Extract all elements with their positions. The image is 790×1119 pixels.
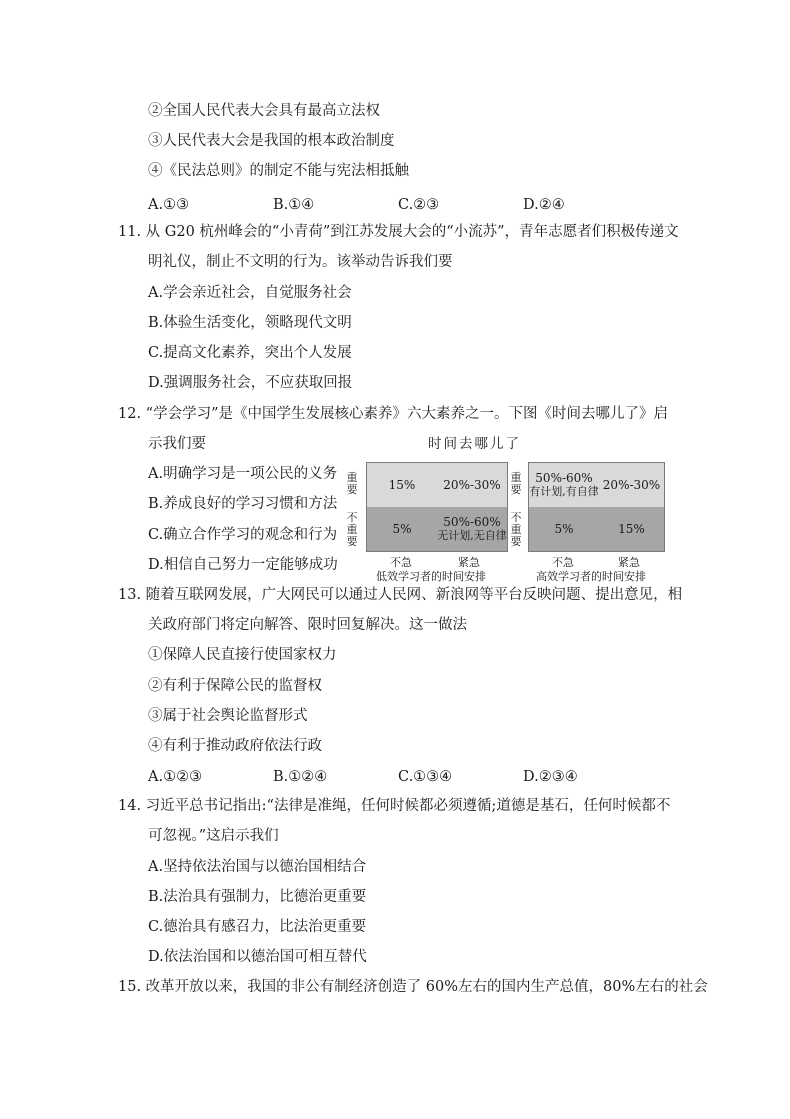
chart-left-caption: 低效学习者的时间安排	[376, 570, 486, 583]
chart-left-ylabel-not-important: 不重要	[346, 511, 358, 548]
chart-left-note-4: 无计划,无自律	[437, 529, 507, 542]
q11-option-c[interactable]: C.提高文化素养，突出个人发展	[148, 345, 352, 361]
chart-right-xlabel-urgent: 紧急	[618, 556, 640, 569]
chart-panel-low-efficiency	[346, 460, 507, 585]
q10-option-c[interactable]: C.②③	[398, 197, 440, 213]
chart-left-xlabel-urgent: 紧急	[458, 556, 480, 569]
q13-option-b[interactable]: B.①②④	[273, 769, 328, 785]
chart-right-value-3: 5%	[554, 522, 574, 536]
chart-left-cell-not-important-not-urgent	[366, 507, 438, 552]
chart-left-ylabel-important: 重要	[346, 471, 358, 496]
chart-right-cell-important-urgent	[599, 462, 665, 508]
chart-panel-high-efficiency	[508, 460, 661, 585]
q10-item-4: ④《民法总则》的制定不能与宪法相抵触	[148, 163, 409, 179]
chart-left-cell-important-not-urgent	[366, 462, 438, 508]
chart-right-xlabel-not-urgent: 不急	[552, 556, 574, 569]
chart-right-ylabel-important: 重要	[510, 471, 522, 496]
q15-stem-line-1: 15. 改革开放以来，我国的非公有制经济创造了 60%左右的国内生产总值，80%左右的社会	[118, 979, 708, 995]
chart-title: 时间去哪儿了	[428, 436, 521, 452]
chart-right-note-1: 有计划,有自律	[529, 485, 599, 498]
q11-option-b[interactable]: B.体验生活变化，领略现代文明	[148, 315, 352, 331]
q12-option-d[interactable]: D.相信自己努力一定能够成功	[148, 557, 338, 573]
q12-stem-line-1: 12. “学会学习”是《中国学生发展核心素养》六大素养之一。下图《时间去哪儿了》启	[118, 406, 668, 422]
q11-option-a[interactable]: A.学会亲近社会，自觉服务社会	[148, 285, 352, 301]
chart-right-caption: 高效学习者的时间安排	[536, 570, 646, 583]
q13-item-4: ④有利于推动政府依法行政	[148, 738, 322, 754]
q13-stem-line-2: 关政府部门将定向解答、限时回复解决。这一做法	[148, 617, 467, 633]
q13-option-c[interactable]: C.①③④	[398, 769, 453, 785]
chart-left-cell-important-urgent	[437, 462, 508, 508]
chart-left-value-4: 50%-60%	[443, 515, 501, 529]
q13-item-1: ①保障人民直接行使国家权力	[148, 647, 337, 663]
q10-option-b[interactable]: B.①④	[273, 197, 315, 213]
q11-stem-line-1: 11. 从 G20 杭州峰会的“小青荷”到江苏发展大会的“小流苏”，青年志愿者们积极传递文	[118, 224, 679, 240]
chart-right-value-4: 15%	[618, 522, 645, 536]
q13-stem-line-1: 13. 随着互联网发展，广大网民可以通过人民网、新浪网等平台反映问题、提出意见，相	[118, 587, 683, 603]
chart-right-ylabel-not-important: 不重要	[510, 511, 522, 548]
chart-right-cell-not-important-urgent	[599, 507, 665, 552]
q14-stem-line-2: 可忽视。”这启示我们	[148, 828, 279, 844]
q10-option-a[interactable]: A.①③	[148, 197, 190, 213]
q13-option-d[interactable]: D.②③④	[523, 769, 578, 785]
q12-option-c[interactable]: C.确立合作学习的观念和行为	[148, 527, 338, 543]
chart-left-cell-not-important-urgent	[437, 507, 508, 552]
chart-left-value-2: 20%-30%	[443, 478, 501, 492]
q13-options	[148, 767, 668, 787]
q11-stem-line-2: 明礼仪，制止不文明的行为。该举动告诉我们要	[148, 254, 453, 270]
chart-left-value-1: 15%	[388, 478, 416, 492]
q10-options	[148, 195, 668, 215]
q13-option-a[interactable]: A.①②③	[148, 769, 203, 785]
chart-right-value-2: 20%-30%	[602, 478, 661, 492]
q14-option-d[interactable]: D.依法治国和以德治国可相互替代	[148, 949, 367, 965]
q14-option-a[interactable]: A.坚持依法治国与以德治国相结合	[148, 859, 367, 875]
q11-option-d[interactable]: D.强调服务社会，不应获取回报	[148, 375, 353, 391]
q10-item-3: ③人民代表大会是我国的根本政治制度	[148, 133, 395, 149]
q14-stem-line-1: 14. 习近平总书记指出:“法律是准绳，任何时候都必须遵循;道德是基石，任何时候都不	[118, 798, 671, 814]
q13-item-2: ②有利于保障公民的监督权	[148, 678, 322, 694]
q10-option-d[interactable]: D.②④	[523, 197, 565, 213]
chart-right-cell-not-important-not-urgent	[528, 507, 600, 552]
q10-item-2: ②全国人民代表大会具有最高立法权	[148, 103, 380, 119]
q14-option-c[interactable]: C.德治具有感召力，比法治更重要	[148, 919, 367, 935]
q12-option-a[interactable]: A.明确学习是一项公民的义务	[148, 466, 338, 482]
chart-left-value-3: 5%	[392, 522, 412, 536]
q12-stem-line-2: 示我们要	[148, 436, 206, 452]
q13-item-3: ③属于社会舆论监督形式	[148, 708, 308, 724]
q12-option-b[interactable]: B.养成良好的学习习惯和方法	[148, 496, 338, 512]
chart-right-value-1: 50%-60%	[535, 471, 593, 485]
q14-option-b[interactable]: B.法治具有强制力，比德治更重要	[148, 889, 367, 905]
chart-left-xlabel-not-urgent: 不急	[390, 556, 412, 569]
chart-right-cell-important-not-urgent	[528, 462, 600, 508]
